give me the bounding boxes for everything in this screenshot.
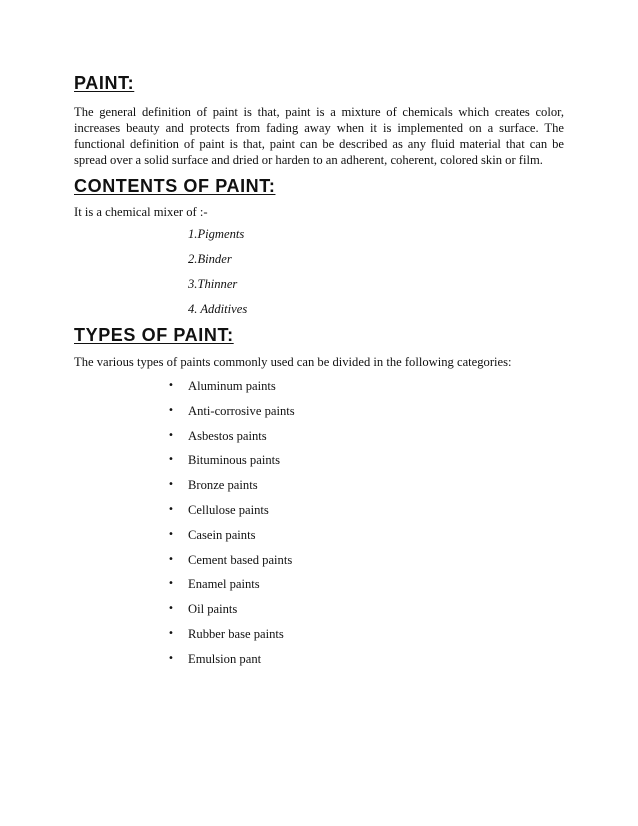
- list-item: 1.Pigments: [188, 227, 245, 241]
- bullet-icon: •: [168, 603, 174, 615]
- list-item: 4. Additives: [188, 302, 248, 316]
- list-item: 2.Binder: [188, 252, 232, 266]
- list-item-label: Aluminum paints: [188, 379, 276, 393]
- list-item-label: Cement based paints: [188, 552, 293, 567]
- list-item-label: Enamel paints: [188, 577, 260, 592]
- list-item-label: Bituminous paints: [188, 453, 281, 468]
- bullet-icon: •: [168, 553, 174, 565]
- bullet-icon: •: [168, 429, 174, 441]
- list-item-label: Bronze paints: [188, 478, 258, 493]
- contents-heading: CONTENTS OF PAINT:: [74, 176, 276, 196]
- bullet-icon: •: [168, 503, 174, 515]
- bullet-icon: •: [168, 627, 174, 639]
- list-item-label: Cellulose paints: [188, 502, 269, 517]
- list-item: [168, 552, 295, 577]
- list-item: [168, 428, 295, 453]
- list-item-label: Casein paints: [188, 527, 256, 542]
- list-item: [168, 626, 295, 651]
- list-item: [168, 651, 295, 676]
- list-item: [168, 601, 295, 626]
- bullet-icon: •: [168, 380, 174, 391]
- paint-definition-paragraph: The general definition of paint is that, paint is a mixture of chemicals which creates color, increases beauty and protects from fading away when it is implemented on a surface. The functional definition of paint is that, paint can be described as any fluid material that can be spread over a solid surface and dried or harden to an adherent, coherent, colored skin or film.: [74, 105, 564, 167]
- list-item: [168, 477, 295, 502]
- types-heading: TYPES OF PAINT:: [74, 325, 234, 345]
- list-item: [168, 502, 295, 527]
- list-item: [168, 378, 295, 403]
- bullet-icon: •: [168, 652, 174, 664]
- bullet-icon: •: [168, 578, 174, 590]
- list-item-label: Anti-corrosive paints: [188, 403, 295, 418]
- contents-list: [188, 226, 247, 326]
- list-item-label: Asbestos paints: [188, 428, 267, 443]
- bullet-icon: •: [168, 528, 174, 540]
- list-item-label: Rubber base paints: [188, 626, 284, 641]
- bullet-icon: •: [168, 454, 174, 466]
- list-item: [168, 527, 295, 552]
- paint-heading: PAINT:: [74, 73, 135, 93]
- list-item-label: Oil paints: [188, 602, 238, 617]
- list-item-label: Emulsion pant: [188, 651, 262, 666]
- bullet-icon: •: [168, 404, 174, 416]
- list-item: [168, 403, 295, 428]
- contents-intro: It is a chemical mixer of :-: [74, 205, 208, 219]
- bullet-icon: •: [168, 479, 174, 491]
- types-intro: The various types of paints commonly used can be divided in the following categories:: [74, 355, 512, 369]
- list-item: [168, 452, 295, 477]
- types-list: [168, 378, 295, 676]
- list-item: 3.Thinner: [188, 277, 238, 291]
- list-item: [168, 576, 295, 601]
